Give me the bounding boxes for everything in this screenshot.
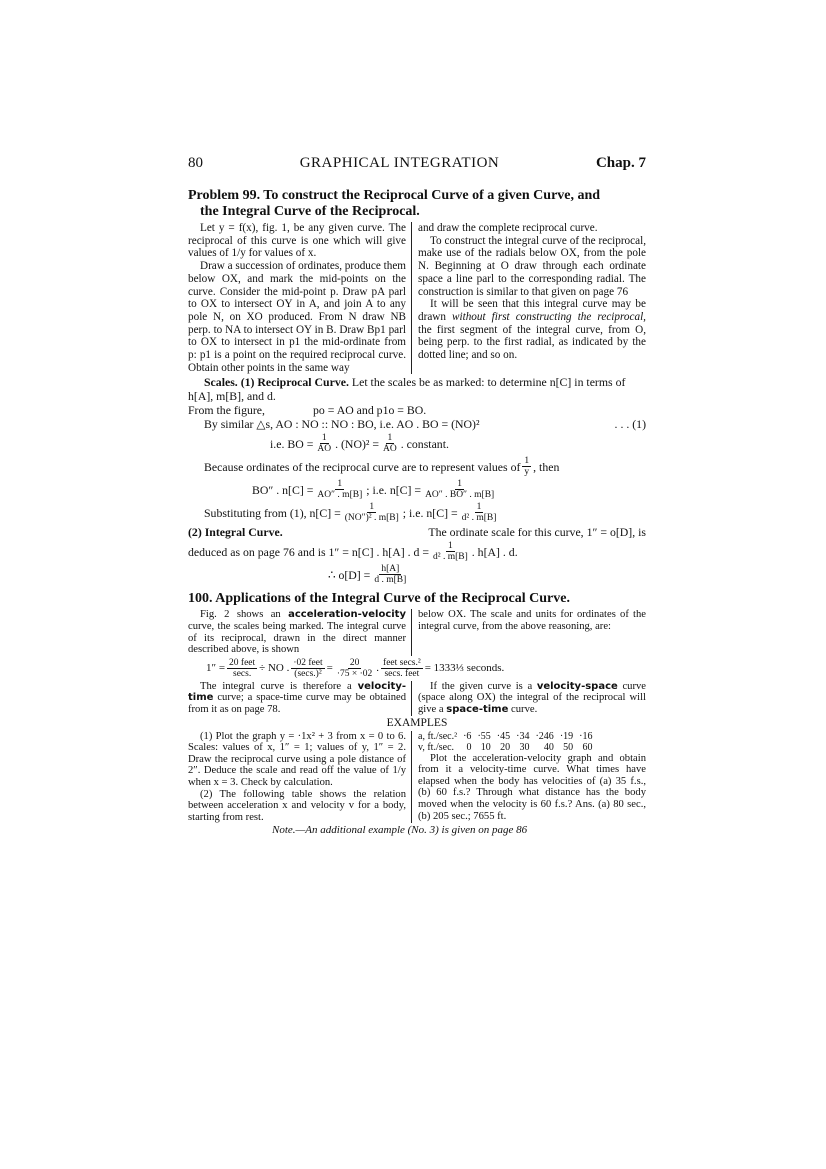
denominator: d . m[B] — [374, 575, 407, 586]
fraction — [315, 479, 364, 500]
problem-99-heading — [188, 188, 646, 220]
integral-lead: (2) Integral Curve. — [188, 525, 283, 540]
numerator: 1 — [369, 502, 375, 513]
text-span: If the given curve is a — [430, 680, 537, 692]
numerator: feet secs.² — [383, 657, 421, 668]
numerator: 20 — [349, 657, 360, 668]
chapter-label: Chap. 7 — [595, 155, 646, 171]
row-label: v, ft./sec. — [418, 741, 455, 753]
text-span: Let the scales be as marked: to determine n[C] in terms of h[A], m[B], and d. — [188, 375, 626, 404]
numerator: 1 — [337, 479, 343, 490]
paragraph — [188, 681, 406, 716]
accel-velocity-table — [418, 731, 596, 753]
right-column — [412, 731, 646, 824]
text-span: . h[A] . d. — [471, 544, 518, 559]
paragraph — [418, 681, 646, 716]
text-span: The ordinate scale for this curve, 1″ = o[D], is — [428, 525, 646, 540]
table-cell: ·55 — [477, 730, 491, 742]
left-column — [188, 222, 412, 374]
fraction — [315, 433, 333, 454]
equation-seconds — [188, 658, 646, 679]
running-head — [188, 155, 646, 172]
fraction — [381, 658, 423, 679]
numerator: 1 — [387, 433, 393, 444]
heading-line-2: the Integral Curve of the Reciprocal. — [200, 204, 420, 219]
table-cell: 60 — [582, 741, 593, 753]
paragraph — [188, 609, 406, 655]
denominator: y — [524, 467, 530, 478]
numerator: 1 — [476, 502, 482, 513]
text-span: ÷ NO . — [259, 662, 290, 675]
text-span: curve. — [508, 704, 538, 715]
text-span: Fig. 2 shows an — [200, 609, 289, 621]
table-cell: 20 — [500, 741, 511, 753]
fraction — [335, 658, 374, 679]
left-column — [188, 731, 412, 824]
table-cell: ·246 — [535, 730, 554, 742]
integral-curve-line — [188, 525, 646, 539]
equation: po = AO and p1o = BO. — [313, 403, 427, 418]
text-span: the first segment of the integral curve, from O, being perp. to the first radial, as indicated by the dotted line; and so on. — [418, 323, 646, 362]
numerator: h[A] — [381, 564, 400, 575]
text-span: . (NO)² = — [335, 436, 380, 451]
examples-heading: EXAMPLES — [386, 716, 448, 729]
example-1: (1) Plot the graph y = ·1x² + 3 from x = 0 to 6. Scales: values of x, 1″ = 1; values of y, 1″ = 2. Draw the reciprocal curve using a pole distance of 2″. Deduce the scale and read off the value of 1/y when x = 3. Check by calculation. — [188, 730, 406, 788]
denominator: secs. feet — [384, 668, 420, 679]
text-span: curve (space along OX) the integral of the reciprocal will give a — [418, 680, 646, 715]
denominator: AO″ . m[B] — [317, 490, 363, 501]
denominator: (secs.)² — [294, 668, 322, 679]
page — [188, 155, 646, 836]
scales-paragraph — [188, 375, 646, 403]
example-2: (2) The following table shows the relation between acceleration x and velocity v for a body, starting from rest. — [188, 788, 406, 823]
text-span: , then — [533, 459, 560, 474]
numerator: ·02 feet — [293, 657, 323, 668]
paragraph: Draw a succession of ordinates, produce them below OX, and mark the mid-points on the curve. Consider the mid-point p. Draw pA parl to OX to intersect OY in A, and join A to any pole N, on XO produced. From N draw NB perp. to NA to intersect OY in B. Draw Bp1 parl to OX to intersect in p1 the mid-ordinate from p: p1 is a point on the required reciprocal curve. Obtain other points in the same way — [188, 260, 406, 374]
numerator: 1 — [448, 541, 453, 552]
table-cell: ·6 — [463, 730, 472, 742]
left-column — [188, 609, 412, 655]
fraction — [423, 479, 496, 500]
fraction — [460, 502, 499, 523]
note: Note.—An additional example (No. 3) is given on page 86 — [272, 824, 528, 837]
table-cell: 10 — [480, 741, 491, 753]
denominator: ·75 × ·02 — [336, 668, 373, 679]
scales-lead: Scales. (1) Reciprocal Curve. — [204, 375, 349, 390]
fraction — [291, 658, 324, 679]
table-cell: ·45 — [496, 730, 511, 742]
text-span: deduced as on page 76 and is 1″ = n[C] . h[A] . d = — [188, 544, 429, 559]
table-cell: 40 — [543, 741, 554, 753]
paragraph: To construct the integral curve of the reciprocal, make use of the radials below OX, from the pole N. Beginning at O draw through each ordinate space a line parl to the corresponding radial. The construction is similar to that given on page 76 — [418, 234, 646, 298]
equation-therefore — [188, 564, 646, 585]
text-span: ∴ o[D] = — [328, 567, 371, 582]
denominator: AO — [317, 444, 332, 455]
denominator: AO — [383, 444, 397, 455]
text-span: From the figure, — [188, 403, 265, 418]
table-row — [418, 731, 596, 742]
equation-deduced — [188, 541, 646, 562]
equation-substituting — [188, 502, 646, 523]
right-column — [412, 681, 646, 716]
fraction — [431, 541, 470, 562]
equation: By similar △s, AO : NO :: NO : BO, i.e. AO . BO = (NO)² — [204, 417, 480, 432]
text-span: curve, the scales being marked. The integral curve of its reciprocal, drawn in the direct manner described above, is shown — [188, 621, 406, 656]
denominator: d² . m[B] — [433, 552, 468, 563]
text-span: Because ordinates of the reciprocal curve are to represent values of — [204, 459, 521, 474]
text-span: 1″ = — [206, 662, 226, 675]
bold-term: velocity-space — [536, 680, 618, 692]
fraction — [343, 502, 401, 523]
because-line — [188, 456, 646, 477]
left-column — [188, 681, 412, 716]
section-100-columns-2 — [188, 681, 646, 716]
table-cell: ·34 — [516, 730, 530, 742]
denominator: secs. — [233, 668, 252, 679]
bold-term: acceleration-velocity — [288, 609, 406, 621]
text-span: i.e. BO = — [270, 436, 314, 451]
table-cell: 50 — [563, 741, 574, 753]
bold-term: velocity-time — [188, 680, 406, 704]
from-figure — [188, 403, 646, 417]
table-cell: 0 — [466, 741, 472, 753]
paragraph: Let y = f(x), fig. 1, be any given curve. The reciprocal of this curve is one which will give values of 1/y for values of x. — [188, 222, 406, 260]
chapter-title: GRAPHICAL INTEGRATION — [299, 155, 500, 171]
scales-section — [188, 375, 646, 585]
page-number: 80 — [188, 155, 203, 171]
bold-term: space-time — [446, 704, 509, 715]
text-span: = 1333⅓ seconds. — [424, 662, 505, 675]
text-span: BO″ . n[C] = — [252, 482, 314, 497]
numerator: 1 — [524, 456, 530, 467]
fraction — [381, 433, 399, 454]
row-label: a, ft./sec.² — [418, 730, 458, 742]
denominator: AO″ . BO″ . m[B] — [425, 490, 495, 501]
similar-triangles — [188, 417, 646, 431]
numerator: 1 — [457, 479, 462, 490]
problem-99-columns — [188, 222, 646, 374]
equation-ref: . . . (1) — [614, 417, 646, 432]
equation-bo — [188, 433, 646, 454]
right-column — [412, 609, 646, 655]
numerator: 1 — [321, 433, 327, 444]
paragraph: below OX. The scale and units for ordinates of the integral curve, from the above reasoning, are: — [418, 609, 646, 633]
right-column — [412, 222, 646, 374]
text-span: . constant. — [400, 436, 449, 451]
equation-nc — [188, 479, 646, 500]
fraction — [522, 456, 531, 477]
text-span: ; i.e. n[C] = — [402, 505, 458, 520]
denominator: (NO″)² . m[B] — [344, 513, 399, 524]
text-span: Substituting from (1), n[C] = — [204, 505, 341, 520]
text-span: = — [326, 662, 333, 675]
paragraph: and draw the complete reciprocal curve. — [418, 222, 598, 234]
text-span: . — [376, 662, 380, 675]
text-span: ; i.e. n[C] = — [366, 482, 422, 497]
section-100-columns — [188, 609, 646, 655]
examples-columns — [188, 731, 646, 824]
fraction — [372, 564, 408, 585]
table-cell: 30 — [519, 741, 530, 753]
paragraph — [418, 298, 646, 362]
table-row — [418, 742, 596, 753]
heading-line-1: Problem 99. To construct the Reciprocal Curve of a given Curve, and — [188, 188, 601, 203]
table-cell: ·19 — [559, 730, 574, 742]
example-2-continued: Plot the acceleration-velocity graph and obtain from it a velocity-time curve. What times have elapsed when the body has velocities of (a) 35 f.s., (b) 60 f.s.? Through what distance has the body moved when the velocity is 60 f.s.? Ans. (a) 80 sec., (b) 205 sec.; 7655 ft. — [418, 752, 646, 822]
section-100-heading: 100. Applications of the Integral Curve of the Reciprocal Curve. — [188, 591, 570, 607]
text-span: The integral curve is therefore a — [200, 680, 358, 692]
numerator: 20 feet — [229, 657, 256, 668]
table-cell: ·16 — [579, 730, 593, 742]
text-span: curve; a space-time curve may be obtained from it as on page 78. — [188, 692, 406, 715]
denominator: d² . m[B] — [461, 513, 497, 524]
italic-span: without first constructing the reciprocal, — [452, 310, 646, 323]
text-span: It will be seen that this integral curve may be drawn — [418, 298, 646, 323]
fraction — [227, 658, 257, 679]
